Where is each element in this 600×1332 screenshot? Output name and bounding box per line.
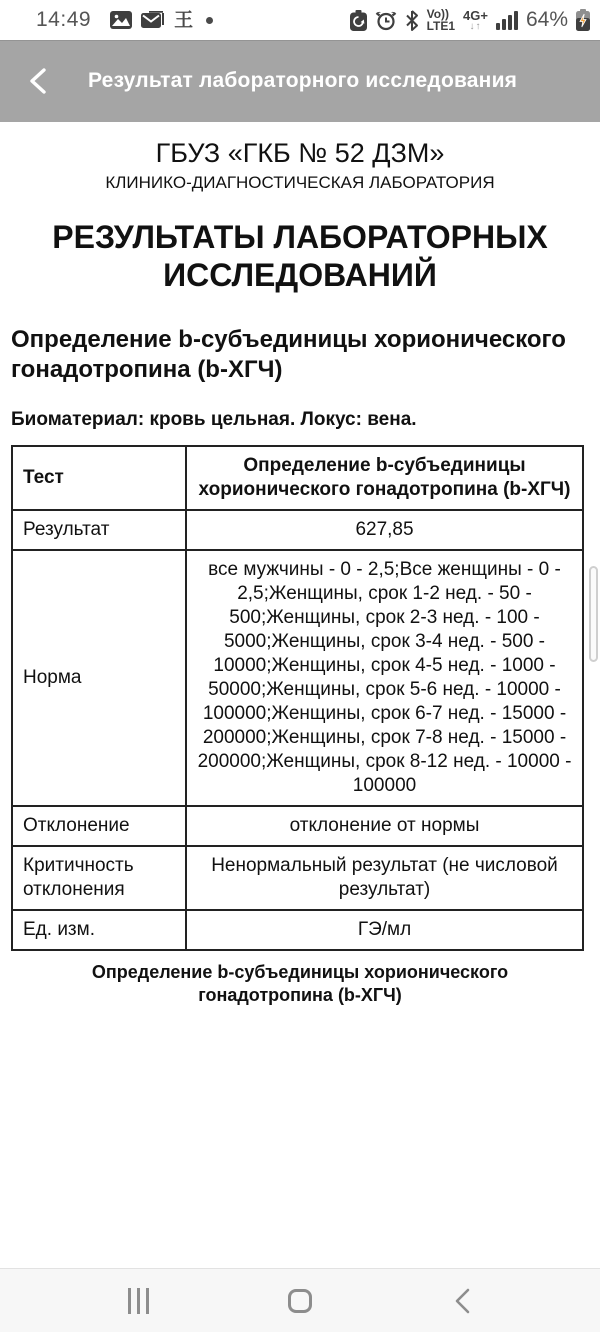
home-icon — [288, 1289, 312, 1313]
table-row — [12, 846, 583, 910]
status-bar — [0, 0, 600, 40]
table-row-label: Результат — [12, 510, 186, 550]
table-row — [12, 510, 583, 550]
nav-back-icon — [453, 1287, 471, 1315]
page-title: Результат лабораторного исследования — [88, 69, 518, 92]
more-notifications-dot — [206, 17, 213, 24]
table-caption: Определение b-субъединицы хорионического гонадотропина (b-ХГЧ) — [91, 961, 509, 1005]
signal-strength-icon — [496, 11, 518, 30]
navigation-bar — [0, 1268, 600, 1332]
table-row — [12, 550, 583, 806]
table-row-label: Ед. изм. — [12, 910, 186, 950]
battery-percent: 64% — [525, 8, 568, 31]
table-row-label: Критичность отклонения — [12, 846, 186, 910]
table-row-label: Норма — [12, 550, 186, 806]
table-row-label: Отклонение — [12, 806, 186, 846]
lab-report-document — [0, 122, 600, 1007]
recents-icon — [128, 1288, 149, 1314]
alarm-icon — [375, 10, 397, 31]
app-header — [0, 40, 600, 122]
table-row — [12, 910, 583, 950]
organization-subtitle: КЛИНИКО-ДИАГНОСТИЧЕСКАЯ ЛАБОРАТОРИЯ — [105, 173, 495, 192]
clock: 14:49 — [36, 8, 92, 31]
table-row — [12, 446, 583, 510]
gallery-icon — [110, 11, 132, 29]
email-icon — [141, 11, 165, 30]
volte-indicator: Vo)) LTE1 — [426, 7, 456, 33]
test-section-title: Определение b-субъединицы хорионического гонадотропина (b-ХГЧ) — [11, 325, 566, 383]
home-button[interactable] — [270, 1271, 330, 1331]
recents-button[interactable] — [108, 1271, 168, 1331]
table-row — [12, 806, 583, 846]
battery-charging-icon — [576, 9, 590, 31]
4g-indicator: 4G+ ↓↑ — [463, 7, 488, 32]
biomaterial-line: Биоматериал: кровь цельная. Локус: вена. — [11, 408, 417, 430]
bluetooth-icon — [405, 10, 419, 31]
table-row-value: все мужчины - 0 - 2,5;Все женщины - 0 - 2,5;Женщины, срок 1-2 нед. - 50 - 500;Женщины, срок 2-3 нед. - 100 - 5000;Женщины, срок 3-4 нед. - 500 - 10000;Женщины, срок 4-5 нед. - 1000 - 50000;Женщины, срок 5-6 нед. - 10000 - 100000;Женщины, срок 6-7 нед. - 15000 - 200000;Женщины, срок 7-8 нед. - 15000 - 200000;Женщины, срок 8-12 нед. - 10000 - 100000 — [186, 550, 583, 806]
battery-saver-icon — [350, 10, 367, 31]
app-badge-icon: 王 — [174, 9, 194, 31]
organization-name: ГБУЗ «ГКБ № 52 ДЗМ» — [155, 138, 445, 168]
back-chevron-icon — [27, 68, 49, 94]
nav-back-button[interactable] — [432, 1271, 492, 1331]
table-row-value: Ненормальный результат (не числовой результат) — [186, 846, 583, 910]
scrollbar-thumb[interactable] — [589, 566, 598, 662]
report-main-title: РЕЗУЛЬТАТЫ ЛАБОРАТОРНЫХ ИССЛЕДОВАНИЙ — [52, 219, 548, 293]
table-row-value: Определение b-субъединицы хорионического гонадотропина (b-ХГЧ) — [186, 446, 583, 510]
table-row-value: ГЭ/мл — [186, 910, 583, 950]
back-button[interactable] — [16, 59, 60, 103]
results-table — [11, 445, 584, 951]
table-row-value: отклонение от нормы — [186, 806, 583, 846]
table-row-value: 627,85 — [186, 510, 583, 550]
table-row-label: Тест — [12, 446, 186, 510]
